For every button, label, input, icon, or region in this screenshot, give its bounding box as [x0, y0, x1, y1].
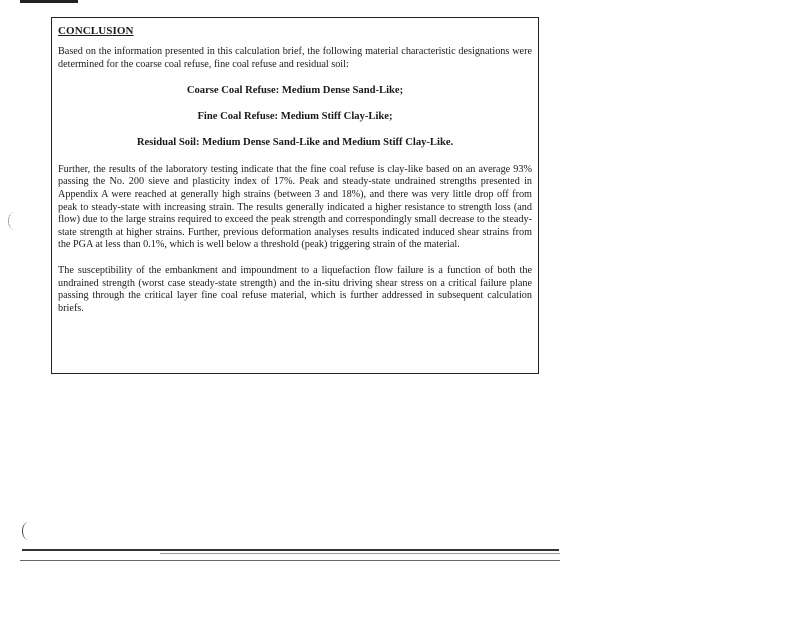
- conclusion-heading: CONCLUSION: [58, 25, 134, 37]
- top-scan-rule: [20, 0, 78, 3]
- designation-coarse-coal-refuse: Coarse Coal Refuse: Medium Dense Sand-Like;: [186, 84, 404, 96]
- designation-fine-coal-refuse: Fine Coal Refuse: Medium Stiff Clay-Like;: [197, 111, 393, 122]
- margin-scan-mark: [22, 522, 35, 540]
- findings-paragraph: Further, the results of the laboratory testing indicate that the fine coal refuse is clay-like based on an average 93% passing the No. 200 sieve and plasticity index of 17%. Peak and steady-state undrained strengths presented in Appendix A were reached at generally high strains (between 3 and 18%), and there was very little drop off from peak to steady-state with increasing strain. The results generally indicated a higher resistance to strength loss (and flow) due to the large strains required to exceed the peak strength and correspondingly small decrease to the steady-state strength at higher strains. Further, previous deformation analyses results indicated induced shear strains from the PGA at less than 0.1%, which is well below a threshold (peak) triggering strain of the material.: [58, 163, 532, 251]
- intro-paragraph: Based on the information presented in this calculation brief, the following material characteristic designations were determined for the coarse coal refuse, fine coal refuse and residual soil:: [58, 46, 532, 70]
- margin-scan-mark: [8, 212, 21, 230]
- bottom-scan-rule: [20, 560, 560, 561]
- conclusion-box: [51, 17, 539, 374]
- bottom-scan-rule: [160, 553, 560, 554]
- bottom-scan-rule: [22, 549, 559, 551]
- designation-residual-soil: Residual Soil: Medium Dense Sand-Like and Medium Stiff Clay-Like.: [136, 137, 454, 149]
- susceptibility-paragraph: The susceptibility of the embankment and impoundment to a liquefaction flow failure is a function of both the undrained strength (worst case steady-state strength) and the in-situ driving shear stress on a critical failure plane passing through the critical layer fine coal refuse material, which is further addressed in subsequent calculation briefs.: [58, 264, 532, 314]
